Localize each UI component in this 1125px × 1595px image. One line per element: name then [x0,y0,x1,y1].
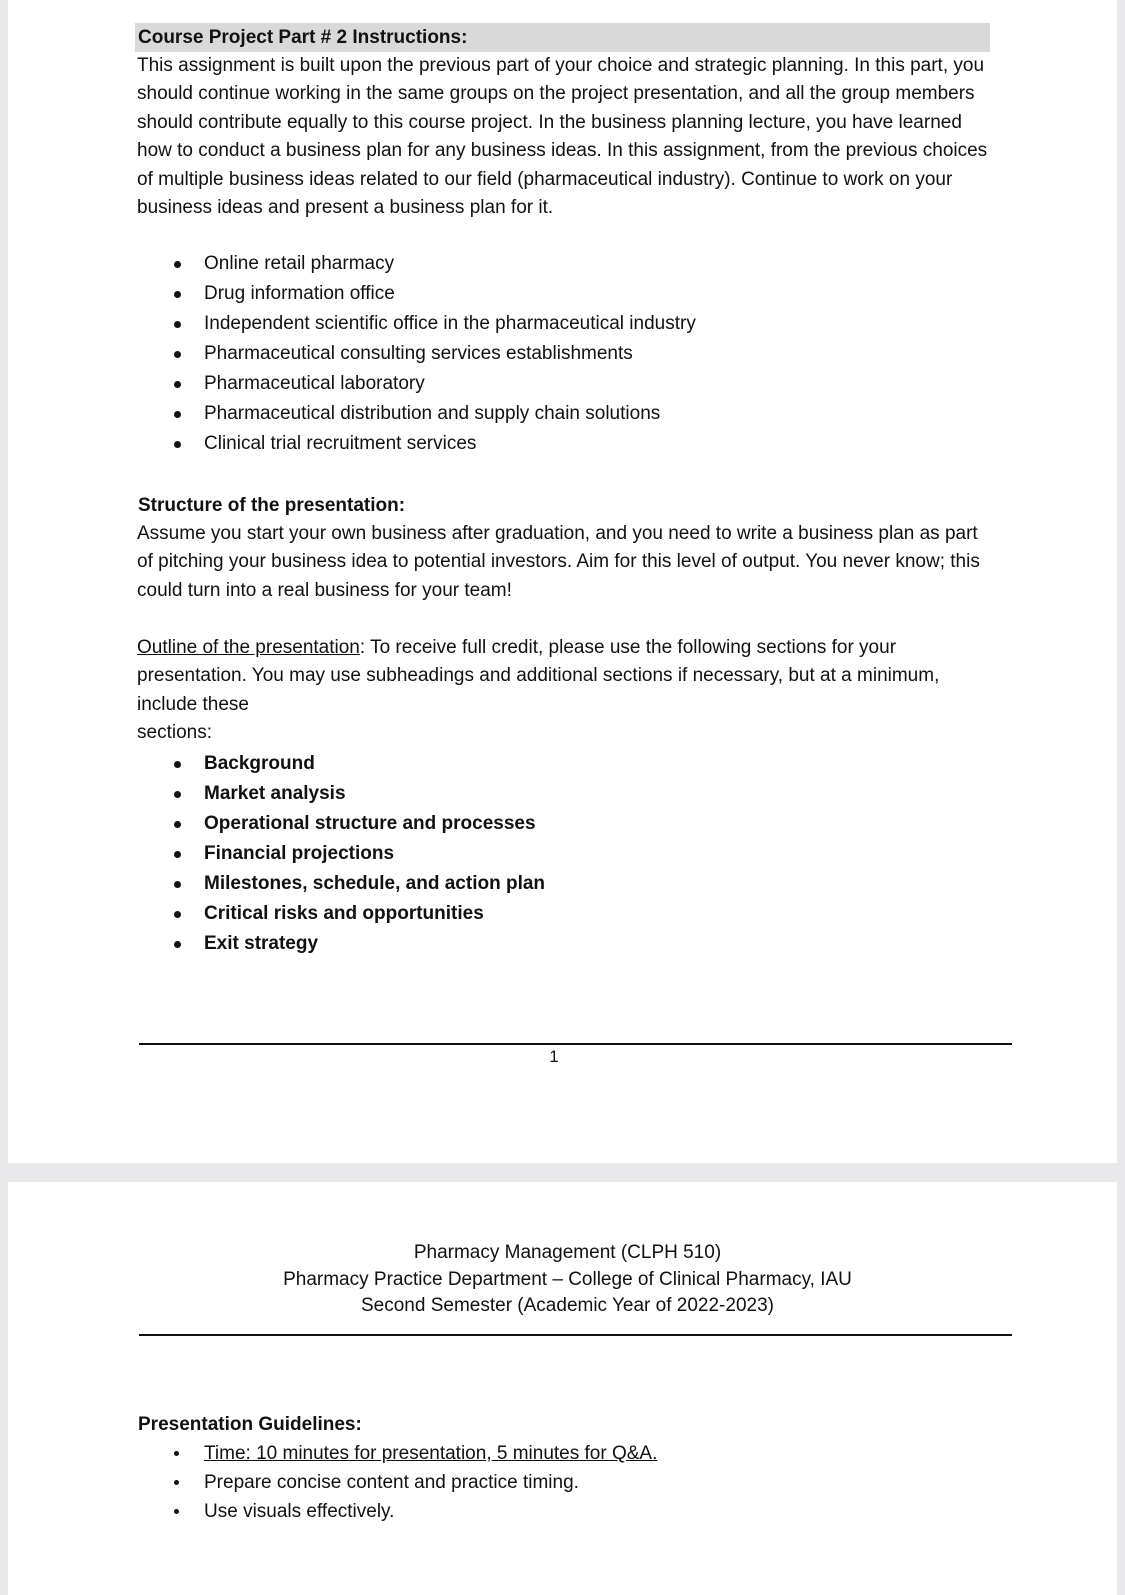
bullet-icon [174,291,181,298]
outline-label: Outline of the presentation [137,637,360,658]
bullet-icon [174,761,181,768]
list-item: Exit strategy [168,929,545,959]
bullet-icon [174,1509,179,1514]
list-item: Operational structure and processes [168,809,545,839]
list-item: Pharmaceutical distribution and supply chain solutions [168,399,696,429]
bullet-icon [174,321,181,328]
sections-list [168,749,545,959]
outline-paragraph: Outline of the presentation: To receive full credit, please use the following sections for your presentation. You may use subheadings and additional sections if necessary, but at a minimum, include these sections: [137,637,940,744]
list-item: Online retail pharmacy [168,249,696,279]
page-header [130,1240,1005,1320]
list-item: Pharmaceutical consulting services establishments [168,339,696,369]
bullet-icon [174,791,181,798]
structure-heading: Structure of the presentation: [138,495,406,516]
business-ideas-list [168,249,696,459]
bullet-icon [174,381,181,388]
intro-paragraph: This assignment is built upon the previous part of your choice and strategic planning. In this part, you should continue working in the same groups on the project presentation, and all the group members should contribute equally to this course project. In the business planning lecture, you have learned how to conduct a business plan for any business ideas. In this assignment, from the previous choices of multiple business ideas related to our field (pharmaceutical industry). Continue to work on your business ideas and present a business plan for it. [137,55,988,219]
bullet-icon [174,851,181,858]
bullet-icon [174,261,181,268]
structure-paragraph: Assume you start your own business after graduation, and you need to write a business plan as part of pitching your business idea to potential investors. Aim for this level of output. You never know; this could turn into a real business for your team! [137,523,980,601]
list-item: Independent scientific office in the pharmaceutical industry [168,309,696,339]
course-title: Pharmacy Management (CLPH 510) [413,1242,722,1263]
bullet-icon [174,881,181,888]
bullet-icon [174,941,181,948]
department-line: Pharmacy Practice Department – College of Clinical Pharmacy, IAU [283,1268,852,1290]
list-item: Market analysis [168,779,545,809]
bullet-icon [174,441,181,448]
list-item: Drug information office [168,279,696,309]
document-page-1 [8,0,1117,1163]
footer-divider [139,1043,1012,1045]
bullet-icon [174,411,181,418]
bullet-icon [174,821,181,828]
list-item: Prepare concise content and practice timing. [168,1468,657,1497]
bullet-icon [174,351,181,358]
list-item: Pharmaceutical laboratory [168,369,696,399]
list-item: Time: 10 minutes for presentation, 5 minutes for Q&A. [168,1439,657,1468]
bullet-icon [174,911,181,918]
list-item: Critical risks and opportunities [168,899,545,929]
header-divider [139,1334,1012,1336]
list-item: Financial projections [168,839,545,869]
bullet-icon [174,1480,179,1485]
semester-line: Second Semester (Academic Year of 2022-2023) [361,1295,774,1316]
guidelines-list [168,1439,657,1526]
bullet-icon [174,1451,179,1456]
guidelines-heading: Presentation Guidelines: [138,1414,362,1435]
page-number: 1 [549,1047,559,1066]
list-item: Use visuals effectively. [168,1497,657,1526]
list-item: Background [168,749,545,779]
instructions-heading: Course Project Part # 2 Instructions: [138,27,468,48]
list-item: Milestones, schedule, and action plan [168,869,545,899]
list-item: Clinical trial recruitment services [168,429,696,459]
